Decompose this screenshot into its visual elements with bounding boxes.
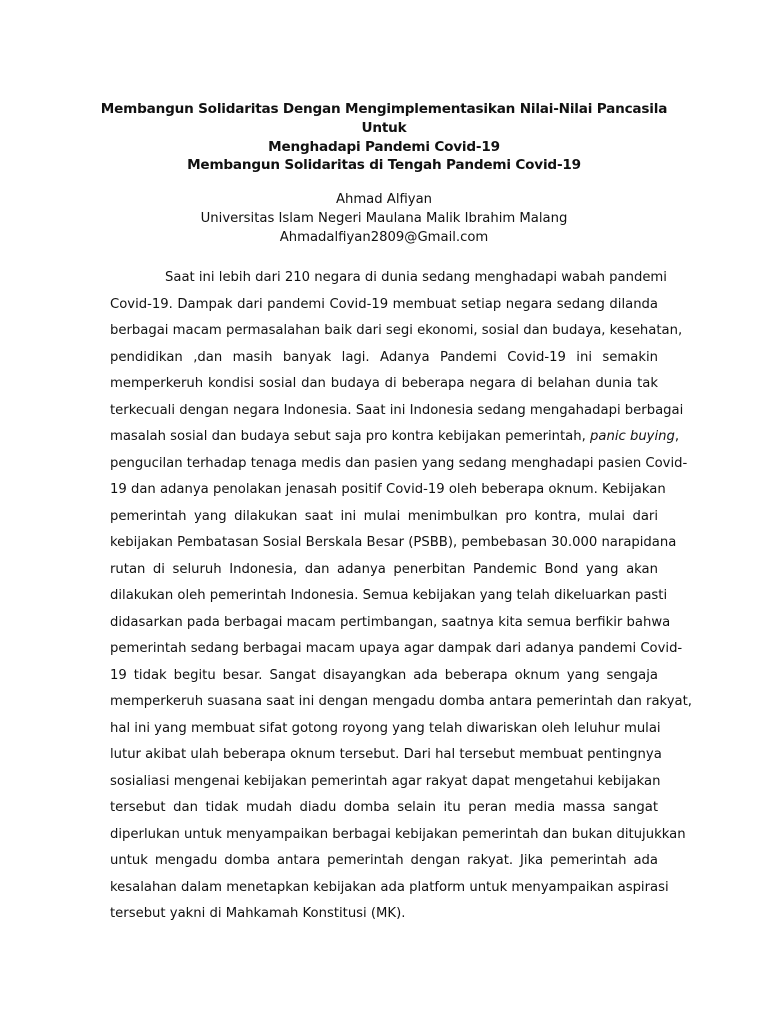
body-line-with-italic: [110, 424, 680, 451]
body-line: memperkeruh suasana saat ini dengan mengadu domba antara pemerintah dan rakyat,: [110, 694, 692, 709]
author-name: Ahmad Alfiyan: [335, 192, 433, 207]
body-paragraph: [110, 265, 692, 928]
body-line: Covid-19. Dampak dari pandemi Covid-19 membuat setiap negara sedang dilanda: [110, 296, 658, 312]
body-line: memperkeruh kondisi sosial dan budaya di beberapa negara di belahan dunia tak: [110, 376, 658, 391]
document-title-line-2: Menghadapi Pandemi Covid-19: [268, 139, 500, 155]
body-line: kesalahan dalam menetapkan kebijakan ada platform untuk menyampaikan aspirasi: [110, 879, 669, 895]
body-line: berbagai macam permasalahan baik dari segi ekonomi, sosial dan budaya, kesehatan,: [110, 323, 683, 338]
document-subtitle: Membangun Solidaritas di Tengah Pandemi Covid-19: [187, 157, 581, 173]
body-line: pemerintah yang dilakukan saat ini mulai menimbulkan pro kontra, mulai dari: [110, 508, 658, 524]
author-affiliation: Universitas Islam Negeri Maulana Malik Ibrahim Malang: [200, 211, 568, 226]
author-email: Ahmadalfiyan2809@Gmail.com: [279, 230, 489, 245]
body-line: rutan di seluruh Indonesia, dan adanya penerbitan Pandemic Bond yang akan: [110, 561, 658, 577]
body-line: tersebut yakni di Mahkamah Konstitusi (MK).: [110, 906, 406, 921]
body-line-text: masalah sosial dan budaya sebut saja pro kontra kebijakan pemerintah,: [110, 429, 586, 444]
italic-phrase: panic buying: [590, 429, 675, 444]
body-line: 19 tidak begitu besar. Sangat disayangkan ada beberapa oknum yang sengaja: [110, 667, 658, 683]
body-line: pemerintah sedang berbagai macam upaya agar dampak dari adanya pandemi Covid-: [110, 641, 683, 656]
body-line: diperlukan untuk menyampaikan berbagai kebijakan pemerintah dan bukan ditujukkan: [110, 826, 686, 842]
document-title: [100, 100, 668, 157]
body-line: Saat ini lebih dari 210 negara di dunia sedang menghadapi wabah pandemi: [165, 270, 667, 285]
body-line: 19 dan adanya penolakan jenasah positif Covid-19 oleh beberapa oknum. Kebijakan: [110, 482, 666, 497]
body-line: didasarkan pada berbagai macam pertimbangan, saatnya kita semua berfikir bahwa: [110, 614, 671, 630]
body-line: pengucilan terhadap tenaga medis dan pasien yang sedang menghadapi pasien Covid-: [110, 455, 688, 471]
document-title-line-1: Membangun Solidaritas Dengan Mengimplementasikan Nilai-Nilai Pancasila Untuk: [100, 101, 668, 136]
body-line: untuk mengadu domba antara pemerintah dengan rakyat. Jika pemerintah ada: [110, 853, 658, 868]
body-line: pendidikan ,dan masih banyak lagi. Adanya Pandemi Covid-19 ini semakin: [110, 349, 658, 365]
body-line: terkecuali dengan negara Indonesia. Saat ini Indonesia sedang mengahadapi berbagai: [110, 402, 684, 418]
body-line: kebijakan Pembatasan Sosial Berskala Besar (PSBB), pembebasan 30.000 narapidana: [110, 535, 677, 550]
body-line: hal ini yang membuat sifat gotong royong yang telah diwariskan oleh leluhur mulai: [110, 720, 661, 736]
italic-trailer: ,: [674, 429, 680, 444]
body-line: tersebut dan tidak mudah diadu domba selain itu peran media massa sangat: [110, 800, 658, 815]
body-line: lutur akibat ulah beberapa oknum tersebut. Dari hal tersebut membuat pentingnya: [110, 747, 662, 762]
author-block: [100, 190, 668, 247]
body-line: sosialiasi mengenai kebijakan pemerintah agar rakyat dapat mengetahui kebijakan: [110, 773, 661, 789]
body-line: dilakukan oleh pemerintah Indonesia. Semua kebijakan yang telah dikeluarkan pasti: [110, 588, 668, 603]
